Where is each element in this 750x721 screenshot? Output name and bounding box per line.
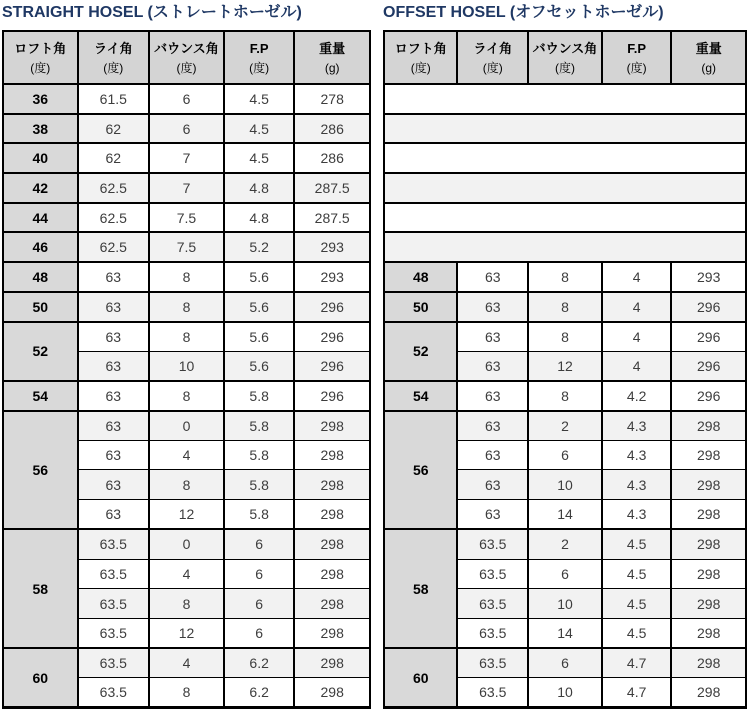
table-row — [384, 322, 746, 352]
table-row — [3, 292, 370, 322]
offset-hosel-table — [383, 30, 747, 709]
data-cell: 6.2 — [224, 678, 294, 708]
data-cell: 4 — [602, 262, 672, 292]
column-header-unit: (度) — [103, 60, 124, 75]
data-cell: 298 — [671, 559, 746, 589]
column-header-label: F.P — [627, 40, 647, 56]
data-cell: 10 — [528, 678, 602, 708]
data-cell: 63 — [457, 500, 528, 530]
table-body — [3, 84, 370, 707]
data-cell: 8 — [149, 470, 224, 500]
data-cell: 298 — [671, 678, 746, 708]
data-cell: 63.5 — [457, 589, 528, 619]
data-cell: 293 — [671, 262, 746, 292]
empty-row — [384, 143, 746, 173]
column-header-label: 重量 — [695, 40, 722, 56]
empty-cell — [384, 173, 746, 203]
data-cell: 63 — [78, 440, 150, 470]
offset-hosel-section — [383, 2, 747, 709]
data-cell: 298 — [294, 529, 370, 559]
table-body — [384, 84, 746, 707]
data-cell: 63 — [457, 292, 528, 322]
data-cell: 5.8 — [224, 411, 294, 441]
column-header — [149, 31, 224, 84]
data-cell: 298 — [671, 618, 746, 648]
loft-cell: 56 — [3, 411, 78, 530]
table-header — [3, 31, 370, 84]
loft-cell: 36 — [3, 84, 78, 114]
data-cell: 5.8 — [224, 381, 294, 411]
data-cell: 12 — [149, 618, 224, 648]
data-cell: 296 — [671, 351, 746, 381]
data-cell: 8 — [528, 381, 602, 411]
data-cell: 298 — [294, 470, 370, 500]
data-cell: 5.6 — [224, 322, 294, 352]
data-cell: 5.6 — [224, 351, 294, 381]
data-cell: 63 — [457, 440, 528, 470]
data-cell: 4.3 — [602, 470, 672, 500]
column-header-label: F.P — [249, 40, 269, 56]
data-cell: 4.7 — [602, 648, 672, 678]
data-cell: 298 — [294, 678, 370, 708]
loft-cell: 58 — [3, 529, 78, 648]
data-cell: 8 — [528, 262, 602, 292]
table-row — [384, 411, 746, 441]
data-cell: 63 — [457, 381, 528, 411]
data-cell: 8 — [149, 589, 224, 619]
column-header — [294, 31, 370, 84]
table-row — [3, 322, 370, 352]
data-cell: 298 — [671, 500, 746, 530]
data-cell: 10 — [528, 470, 602, 500]
column-header — [78, 31, 150, 84]
column-header-unit: (度) — [482, 60, 503, 75]
data-cell: 63.5 — [457, 678, 528, 708]
loft-cell: 38 — [3, 114, 78, 144]
column-header-unit: (g) — [701, 60, 717, 75]
data-cell: 298 — [671, 589, 746, 619]
data-cell: 8 — [149, 322, 224, 352]
column-header-label: ロフト角 — [394, 40, 447, 56]
column-header-unit: (g) — [324, 60, 340, 75]
loft-cell: 42 — [3, 173, 78, 203]
table-row — [384, 292, 746, 322]
table-row — [3, 114, 370, 144]
column-header-label: ロフト角 — [14, 40, 67, 56]
data-cell: 5.6 — [224, 292, 294, 322]
column-header-unit: (度) — [626, 60, 647, 75]
data-cell: 7 — [149, 143, 224, 173]
straight-hosel-section — [2, 2, 371, 709]
data-cell: 8 — [149, 678, 224, 708]
data-cell: 61.5 — [78, 84, 150, 114]
data-cell: 4.3 — [602, 411, 672, 441]
data-cell: 4.5 — [602, 589, 672, 619]
column-header — [224, 31, 294, 84]
data-cell: 63.5 — [78, 678, 150, 708]
data-cell: 0 — [149, 529, 224, 559]
empty-cell — [384, 114, 746, 144]
data-cell: 296 — [294, 351, 370, 381]
data-cell: 298 — [294, 589, 370, 619]
data-cell: 63.5 — [78, 618, 150, 648]
table-header — [384, 31, 746, 84]
table-row — [3, 262, 370, 292]
table-row — [3, 173, 370, 203]
data-cell: 14 — [528, 618, 602, 648]
data-cell: 6 — [528, 559, 602, 589]
data-cell: 63 — [78, 411, 150, 441]
column-header — [3, 31, 78, 84]
data-cell: 6 — [224, 529, 294, 559]
column-header-label: ライ角 — [93, 40, 133, 56]
loft-cell: 54 — [384, 381, 457, 411]
data-cell: 6 — [224, 618, 294, 648]
data-cell: 298 — [671, 648, 746, 678]
column-header-label: 重量 — [319, 40, 346, 56]
data-cell: 7 — [149, 173, 224, 203]
data-cell: 4 — [602, 322, 672, 352]
empty-row — [384, 203, 746, 233]
data-cell: 278 — [294, 84, 370, 114]
loft-cell: 54 — [3, 381, 78, 411]
empty-row — [384, 173, 746, 203]
data-cell: 4.7 — [602, 678, 672, 708]
data-cell: 7.5 — [149, 232, 224, 262]
data-cell: 298 — [294, 648, 370, 678]
data-cell: 4 — [149, 440, 224, 470]
data-cell: 63 — [457, 411, 528, 441]
data-cell: 8 — [149, 381, 224, 411]
data-cell: 62 — [78, 143, 150, 173]
header-row — [3, 31, 370, 84]
data-cell: 286 — [294, 114, 370, 144]
data-cell: 298 — [671, 440, 746, 470]
data-cell: 298 — [294, 618, 370, 648]
data-cell: 293 — [294, 262, 370, 292]
loft-cell: 58 — [384, 529, 457, 648]
data-cell: 10 — [528, 589, 602, 619]
loft-cell: 52 — [3, 322, 78, 381]
data-cell: 296 — [294, 322, 370, 352]
loft-cell: 48 — [3, 262, 78, 292]
data-cell: 6 — [224, 559, 294, 589]
data-cell: 5.8 — [224, 440, 294, 470]
data-cell: 4.2 — [602, 381, 672, 411]
data-cell: 287.5 — [294, 203, 370, 233]
column-header-unit: (度) — [554, 60, 575, 75]
column-header — [384, 31, 457, 84]
data-cell: 296 — [671, 292, 746, 322]
data-cell: 2 — [528, 529, 602, 559]
table-row — [3, 203, 370, 233]
column-header-label: ライ角 — [473, 40, 513, 56]
data-cell: 4 — [149, 648, 224, 678]
data-cell: 14 — [528, 500, 602, 530]
data-cell: 10 — [149, 351, 224, 381]
data-cell: 0 — [149, 411, 224, 441]
column-header-unit: (度) — [30, 60, 51, 75]
data-cell: 63 — [78, 322, 150, 352]
data-cell: 63 — [457, 322, 528, 352]
straight-hosel-table — [2, 30, 371, 709]
column-header-unit: (度) — [249, 60, 270, 75]
data-cell: 5.8 — [224, 470, 294, 500]
loft-cell: 60 — [3, 648, 78, 707]
loft-cell: 50 — [384, 292, 457, 322]
empty-row — [384, 114, 746, 144]
straight-hosel-title: STRAIGHT HOSEL (ストレートホーゼル) — [2, 4, 302, 21]
data-cell: 63 — [457, 262, 528, 292]
table-row — [3, 529, 370, 559]
data-cell: 62.5 — [78, 173, 150, 203]
data-cell: 4.8 — [224, 173, 294, 203]
data-cell: 6 — [149, 114, 224, 144]
loft-cell: 52 — [384, 322, 457, 381]
data-cell: 4.5 — [224, 143, 294, 173]
data-cell: 296 — [671, 381, 746, 411]
loft-cell: 46 — [3, 232, 78, 262]
empty-cell — [384, 232, 746, 262]
empty-row — [384, 232, 746, 262]
table-row — [3, 648, 370, 678]
column-header-label: バウンス角 — [532, 40, 598, 56]
data-cell: 4 — [602, 351, 672, 381]
loft-cell: 50 — [3, 292, 78, 322]
data-cell: 63 — [78, 381, 150, 411]
data-cell: 4 — [602, 292, 672, 322]
data-cell: 296 — [294, 381, 370, 411]
data-cell: 296 — [294, 292, 370, 322]
data-cell: 8 — [149, 292, 224, 322]
data-cell: 12 — [149, 500, 224, 530]
data-cell: 63 — [457, 470, 528, 500]
data-cell: 296 — [671, 322, 746, 352]
data-cell: 63.5 — [457, 618, 528, 648]
loft-cell: 44 — [3, 203, 78, 233]
data-cell: 8 — [149, 262, 224, 292]
table-row — [3, 232, 370, 262]
data-cell: 63 — [78, 470, 150, 500]
data-cell: 287.5 — [294, 173, 370, 203]
data-cell: 4 — [149, 559, 224, 589]
empty-row — [384, 84, 746, 114]
data-cell: 4.5 — [602, 529, 672, 559]
data-cell: 63 — [78, 292, 150, 322]
column-header — [457, 31, 528, 84]
data-cell: 298 — [671, 529, 746, 559]
data-cell: 6.2 — [224, 648, 294, 678]
data-cell: 298 — [294, 559, 370, 589]
table-row — [384, 648, 746, 678]
column-header — [602, 31, 672, 84]
data-cell: 63 — [457, 351, 528, 381]
data-cell: 4.5 — [224, 84, 294, 114]
table-row — [3, 381, 370, 411]
data-cell: 4.8 — [224, 203, 294, 233]
data-cell: 7.5 — [149, 203, 224, 233]
loft-cell: 56 — [384, 411, 457, 530]
data-cell: 4.3 — [602, 500, 672, 530]
data-cell: 62.5 — [78, 203, 150, 233]
table-row — [3, 411, 370, 441]
data-cell: 63.5 — [78, 559, 150, 589]
data-cell: 298 — [294, 411, 370, 441]
data-cell: 4.5 — [224, 114, 294, 144]
data-cell: 5.8 — [224, 500, 294, 530]
data-cell: 4.5 — [602, 559, 672, 589]
table-row — [384, 529, 746, 559]
data-cell: 63.5 — [457, 529, 528, 559]
data-cell: 286 — [294, 143, 370, 173]
column-header-unit: (度) — [410, 60, 431, 75]
data-cell: 298 — [294, 440, 370, 470]
column-header — [528, 31, 602, 84]
loft-cell: 60 — [384, 648, 457, 707]
data-cell: 63 — [78, 500, 150, 530]
data-cell: 5.2 — [224, 232, 294, 262]
column-header-unit: (度) — [176, 60, 197, 75]
loft-cell: 40 — [3, 143, 78, 173]
header-row — [384, 31, 746, 84]
data-cell: 63.5 — [457, 648, 528, 678]
data-cell: 2 — [528, 411, 602, 441]
data-cell: 12 — [528, 351, 602, 381]
table-row — [384, 381, 746, 411]
empty-cell — [384, 203, 746, 233]
data-cell: 63 — [78, 351, 150, 381]
empty-cell — [384, 84, 746, 114]
offset-hosel-title: OFFSET HOSEL (オフセットホーゼル) — [383, 4, 664, 21]
column-header-label: バウンス角 — [154, 40, 219, 56]
data-cell: 293 — [294, 232, 370, 262]
data-cell: 63 — [78, 262, 150, 292]
data-cell: 4.5 — [602, 618, 672, 648]
empty-cell — [384, 143, 746, 173]
data-cell: 298 — [671, 470, 746, 500]
data-cell: 5.6 — [224, 262, 294, 292]
data-cell: 63.5 — [78, 589, 150, 619]
data-cell: 8 — [528, 322, 602, 352]
table-row — [3, 84, 370, 114]
data-cell: 62 — [78, 114, 150, 144]
column-header — [671, 31, 746, 84]
data-cell: 6 — [528, 648, 602, 678]
data-cell: 4.3 — [602, 440, 672, 470]
data-cell: 6 — [149, 84, 224, 114]
data-cell: 8 — [528, 292, 602, 322]
data-cell: 6 — [224, 589, 294, 619]
table-row — [3, 143, 370, 173]
table-row — [384, 262, 746, 292]
data-cell: 63.5 — [457, 559, 528, 589]
data-cell: 63.5 — [78, 648, 150, 678]
data-cell: 63.5 — [78, 529, 150, 559]
data-cell: 298 — [294, 500, 370, 530]
data-cell: 298 — [671, 411, 746, 441]
data-cell: 6 — [528, 440, 602, 470]
data-cell: 62.5 — [78, 232, 150, 262]
loft-cell: 48 — [384, 262, 457, 292]
